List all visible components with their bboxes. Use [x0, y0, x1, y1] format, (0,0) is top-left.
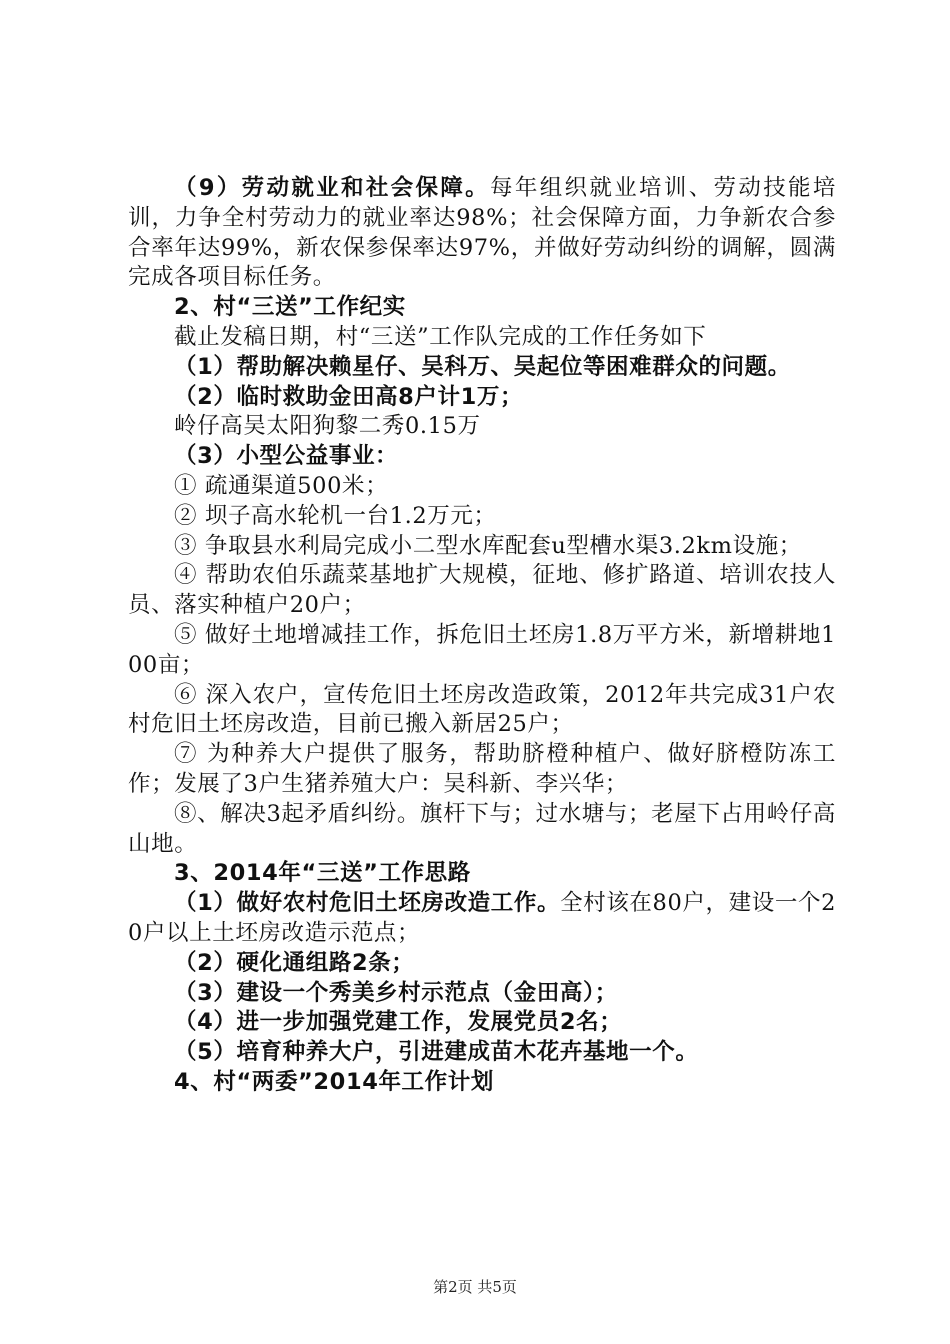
paragraph-intro: 截止发稿日期，村“三送”工作队完成的工作任务如下	[174, 323, 707, 350]
sub-item-5: ⑤ 做好土地增减挂工作，拆危旧土坯房1.8万平方米，新增耕地100亩；	[128, 621, 836, 678]
sub-item-6: ⑥ 深入农户，宣传危旧土坯房改造政策，2012年共完成31户农村危旧土坯房改造，目前已搬入新居25户；	[128, 681, 836, 738]
page-footer: 第2页 共5页	[433, 1278, 517, 1296]
section-heading-4: 4、村“两委”2014年工作计划	[174, 1068, 494, 1095]
plan-item-1	[128, 889, 836, 949]
paragraph-text: 全村该在80户，建设一个20户以上土坯房改造示范点；	[128, 890, 836, 946]
paragraph-text: 每年组织就业培训、劳动技能培训，力争全村劳动力的就业率达98%；社会保障方面，力争新农合参合率年达99%，新农保参保率达97%，并做好劳动纠纷的调解，圆满完成各项目标任务。	[128, 175, 836, 291]
sub-item-2: ② 坝子高水轮机一台1.2万元；	[174, 502, 497, 529]
section-heading-3: 3、2014年“三送”工作思路	[174, 860, 471, 887]
plan-item-3: （3）建设一个秀美乡村示范点（金田高）；	[174, 979, 618, 1006]
sub-item-3: ③ 争取县水利局完成小二型水库配套u型槽水渠3.2km设施；	[174, 532, 802, 559]
section-heading-2: 2、村“三送”工作纪实	[174, 294, 406, 321]
paragraph-relief-detail: 岭仔高吴太阳狗黎二秀0.15万	[174, 413, 481, 440]
sub-item-8: ⑧、解决3起矛盾纠纷。旗杆下与；过水塘与；老屋下占用岭仔高山地。	[128, 800, 836, 857]
paragraph-lead: （9）劳动就业和社会保障。	[174, 175, 491, 201]
list-item-2: （2）临时救助金田高8户计1万；	[174, 383, 524, 410]
document-body	[128, 174, 836, 1098]
paragraph-labor-employment	[128, 174, 836, 293]
sub-item-1: ① 疏通渠道500米；	[174, 472, 389, 499]
list-item-3: （3）小型公益事业：	[174, 443, 399, 470]
sub-item-4: ④ 帮助农伯乐蔬菜基地扩大规模，征地、修扩路道、培训农技人员、落实种植户20户；	[128, 562, 836, 619]
plan-item-4: （4）进一步加强党建工作，发展党员2名；	[174, 1009, 623, 1036]
sub-item-7: ⑦ 为种养大户提供了服务，帮助脐橙种植户、做好脐橙防冻工作；发展了3户生猪养殖大户：吴科新、李兴华；	[128, 741, 836, 797]
plan-item-5: （5）培育种养大户，引进建成苗木花卉基地一个。	[174, 1039, 699, 1066]
paragraph-lead: （1）做好农村危旧土坯房改造工作。	[174, 890, 561, 917]
list-item-1: （1）帮助解决赖星仔、吴科万、吴起位等困难群众的问题。	[174, 353, 791, 380]
plan-item-2: （2）硬化通组路2条；	[174, 949, 415, 976]
